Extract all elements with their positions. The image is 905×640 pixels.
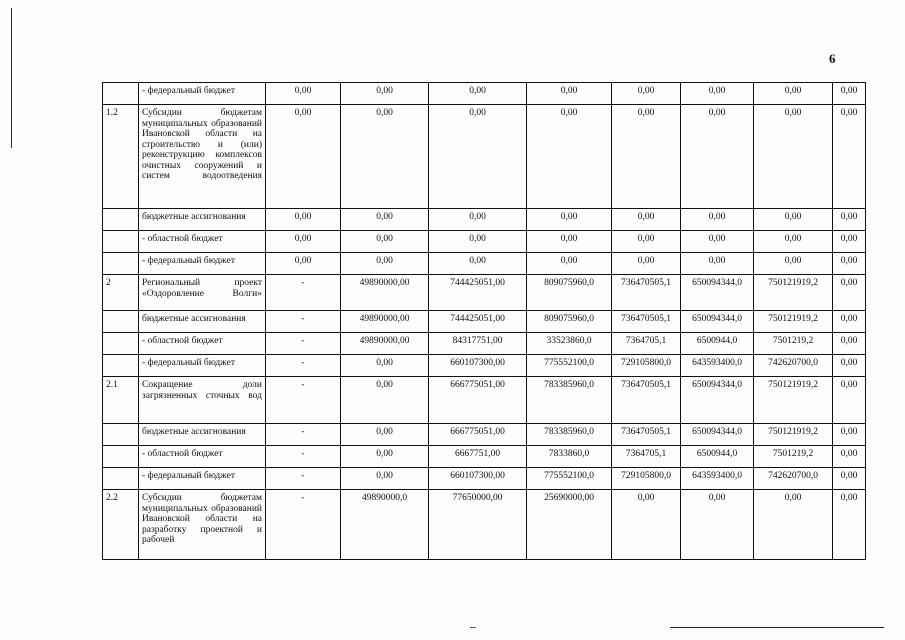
table-row (103, 424, 866, 446)
row-number (103, 424, 139, 446)
value-cell: 0,00 (681, 490, 754, 560)
value-cell: 650094344,0 (681, 275, 754, 311)
value-cell: 0,00 (833, 468, 866, 490)
value-cell: 0,00 (341, 209, 429, 231)
value-cell: 783385960,0 (527, 377, 612, 424)
table-row (103, 311, 866, 333)
value-cell: 742620700,0 (754, 468, 833, 490)
value-cell: 729105800,0 (612, 355, 681, 377)
row-description: - федеральный бюджет (139, 468, 266, 490)
value-cell: 0,00 (612, 490, 681, 560)
page-number: 6 (829, 51, 836, 66)
value-cell: 750121919,2 (754, 424, 833, 446)
value-cell: 0,00 (266, 105, 341, 209)
value-cell: 0,00 (681, 105, 754, 209)
value-cell: - (266, 490, 341, 560)
value-cell: 49890000,00 (341, 311, 429, 333)
value-cell: 0,00 (341, 424, 429, 446)
value-cell: 736470505,1 (612, 275, 681, 311)
row-description: бюджетные ассигнования (139, 424, 266, 446)
value-cell: - (266, 424, 341, 446)
row-number: 1.2 (103, 105, 139, 209)
table-row (103, 105, 866, 209)
value-cell: 0,00 (266, 209, 341, 231)
value-cell: 0,00 (341, 83, 429, 105)
budget-table (102, 82, 866, 560)
value-cell: 0,00 (527, 231, 612, 253)
value-cell: 0,00 (754, 105, 833, 209)
row-description: Субсидии бюджетам муниципальных образований Ивановской области на строительство и (или) реконструкцию комплексов очистных сооружений и систем водоотведения (139, 105, 266, 209)
value-cell: 650094344,0 (681, 311, 754, 333)
value-cell: 7364705,1 (612, 333, 681, 355)
row-description: - областной бюджет (139, 333, 266, 355)
value-cell: 0,00 (341, 105, 429, 209)
table-row (103, 275, 866, 311)
value-cell: 0,00 (833, 446, 866, 468)
value-cell: 0,00 (754, 209, 833, 231)
value-cell: 0,00 (754, 490, 833, 560)
value-cell: 783385960,0 (527, 424, 612, 446)
row-description: - областной бюджет (139, 231, 266, 253)
value-cell: - (266, 468, 341, 490)
value-cell: 77650000,00 (429, 490, 527, 560)
value-cell: 0,00 (681, 253, 754, 275)
value-cell: 0,00 (429, 105, 527, 209)
value-cell: 750121919,2 (754, 377, 833, 424)
value-cell: 0,00 (341, 446, 429, 468)
scan-mark (470, 627, 476, 628)
value-cell: - (266, 355, 341, 377)
value-cell: - (266, 446, 341, 468)
value-cell: - (266, 333, 341, 355)
table-row (103, 209, 866, 231)
value-cell: 736470505,1 (612, 311, 681, 333)
margin-line (11, 8, 12, 148)
value-cell: 0,00 (429, 209, 527, 231)
value-cell: 0,00 (833, 275, 866, 311)
value-cell: 750121919,2 (754, 311, 833, 333)
value-cell: 6500944,0 (681, 333, 754, 355)
value-cell: 0,00 (612, 209, 681, 231)
row-description: - федеральный бюджет (139, 83, 266, 105)
value-cell: 666775051,00 (429, 424, 527, 446)
value-cell: 0,00 (266, 231, 341, 253)
value-cell: 7501219,2 (754, 446, 833, 468)
row-number (103, 253, 139, 275)
row-number: 2 (103, 275, 139, 311)
value-cell: 0,00 (833, 333, 866, 355)
value-cell: 775552100,0 (527, 355, 612, 377)
value-cell: 0,00 (527, 83, 612, 105)
row-description: - федеральный бюджет (139, 253, 266, 275)
table-row (103, 83, 866, 105)
value-cell: 809075960,0 (527, 275, 612, 311)
value-cell: 7833860,0 (527, 446, 612, 468)
value-cell: 650094344,0 (681, 377, 754, 424)
value-cell: 0,00 (612, 253, 681, 275)
row-description: бюджетные ассигнования (139, 209, 266, 231)
value-cell: 744425051,00 (429, 275, 527, 311)
value-cell: 0,00 (681, 83, 754, 105)
value-cell: 49890000,00 (341, 333, 429, 355)
value-cell: 0,00 (833, 253, 866, 275)
value-cell: 0,00 (833, 377, 866, 424)
value-cell: 0,00 (429, 253, 527, 275)
table-row (103, 355, 866, 377)
row-number: 2.2 (103, 490, 139, 560)
bottom-rule (670, 627, 884, 628)
value-cell: 0,00 (833, 490, 866, 560)
value-cell: 650094344,0 (681, 424, 754, 446)
value-cell: 0,00 (429, 231, 527, 253)
value-cell: 809075960,0 (527, 311, 612, 333)
row-number (103, 231, 139, 253)
row-description: бюджетные ассигнования (139, 311, 266, 333)
value-cell: 0,00 (266, 83, 341, 105)
value-cell: 0,00 (341, 355, 429, 377)
value-cell: 0,00 (833, 105, 866, 209)
value-cell: 0,00 (833, 355, 866, 377)
row-number (103, 333, 139, 355)
table-row (103, 253, 866, 275)
row-number: 2.1 (103, 377, 139, 424)
value-cell: 0,00 (527, 253, 612, 275)
row-number (103, 355, 139, 377)
table-row (103, 377, 866, 424)
table-row (103, 231, 866, 253)
value-cell: 742620700,0 (754, 355, 833, 377)
table-row (103, 468, 866, 490)
value-cell: 0,00 (833, 424, 866, 446)
value-cell: 49890000,0 (341, 490, 429, 560)
value-cell: 643593400,0 (681, 355, 754, 377)
value-cell: 666775051,00 (429, 377, 527, 424)
value-cell: 6500944,0 (681, 446, 754, 468)
value-cell: 6667751,00 (429, 446, 527, 468)
value-cell: 0,00 (527, 209, 612, 231)
value-cell: 7501219,2 (754, 333, 833, 355)
value-cell: 0,00 (681, 209, 754, 231)
value-cell: - (266, 275, 341, 311)
value-cell: 0,00 (341, 253, 429, 275)
row-description: Сокращение доли загрязненных сточных вод (139, 377, 266, 424)
value-cell: 25690000,00 (527, 490, 612, 560)
value-cell: 736470505,1 (612, 424, 681, 446)
value-cell: 0,00 (833, 209, 866, 231)
value-cell: 7364705,1 (612, 446, 681, 468)
value-cell: 0,00 (754, 253, 833, 275)
value-cell: 0,00 (266, 253, 341, 275)
row-description: - федеральный бюджет (139, 355, 266, 377)
table-row (103, 333, 866, 355)
value-cell: 744425051,00 (429, 311, 527, 333)
value-cell: 0,00 (341, 468, 429, 490)
value-cell: 0,00 (681, 231, 754, 253)
value-cell: 84317751,00 (429, 333, 527, 355)
value-cell: 0,00 (429, 83, 527, 105)
value-cell: 0,00 (833, 311, 866, 333)
row-number (103, 209, 139, 231)
value-cell: 33523860,0 (527, 333, 612, 355)
value-cell: 0,00 (612, 105, 681, 209)
value-cell: 0,00 (833, 231, 866, 253)
row-number (103, 83, 139, 105)
value-cell: 0,00 (527, 105, 612, 209)
value-cell: 729105800,0 (612, 468, 681, 490)
row-description: Региональный проект «Оздоровление Волги» (139, 275, 266, 311)
row-number (103, 468, 139, 490)
row-description: Субсидии бюджетам муниципальных образований Ивановской области на разработку проектной и рабочей (139, 490, 266, 560)
value-cell: 750121919,2 (754, 275, 833, 311)
value-cell: 660107300,00 (429, 468, 527, 490)
table-row (103, 490, 866, 560)
value-cell: 0,00 (612, 83, 681, 105)
row-number (103, 311, 139, 333)
value-cell: 660107300,00 (429, 355, 527, 377)
value-cell: 49890000,00 (341, 275, 429, 311)
row-description: - областной бюджет (139, 446, 266, 468)
value-cell: 0,00 (341, 231, 429, 253)
value-cell: 0,00 (833, 83, 866, 105)
value-cell: 0,00 (612, 231, 681, 253)
value-cell: - (266, 377, 341, 424)
value-cell: - (266, 311, 341, 333)
table-row (103, 446, 866, 468)
value-cell: 0,00 (754, 231, 833, 253)
row-number (103, 446, 139, 468)
value-cell: 736470505,1 (612, 377, 681, 424)
value-cell: 775552100,0 (527, 468, 612, 490)
value-cell: 0,00 (341, 377, 429, 424)
value-cell: 643593400,0 (681, 468, 754, 490)
value-cell: 0,00 (754, 83, 833, 105)
